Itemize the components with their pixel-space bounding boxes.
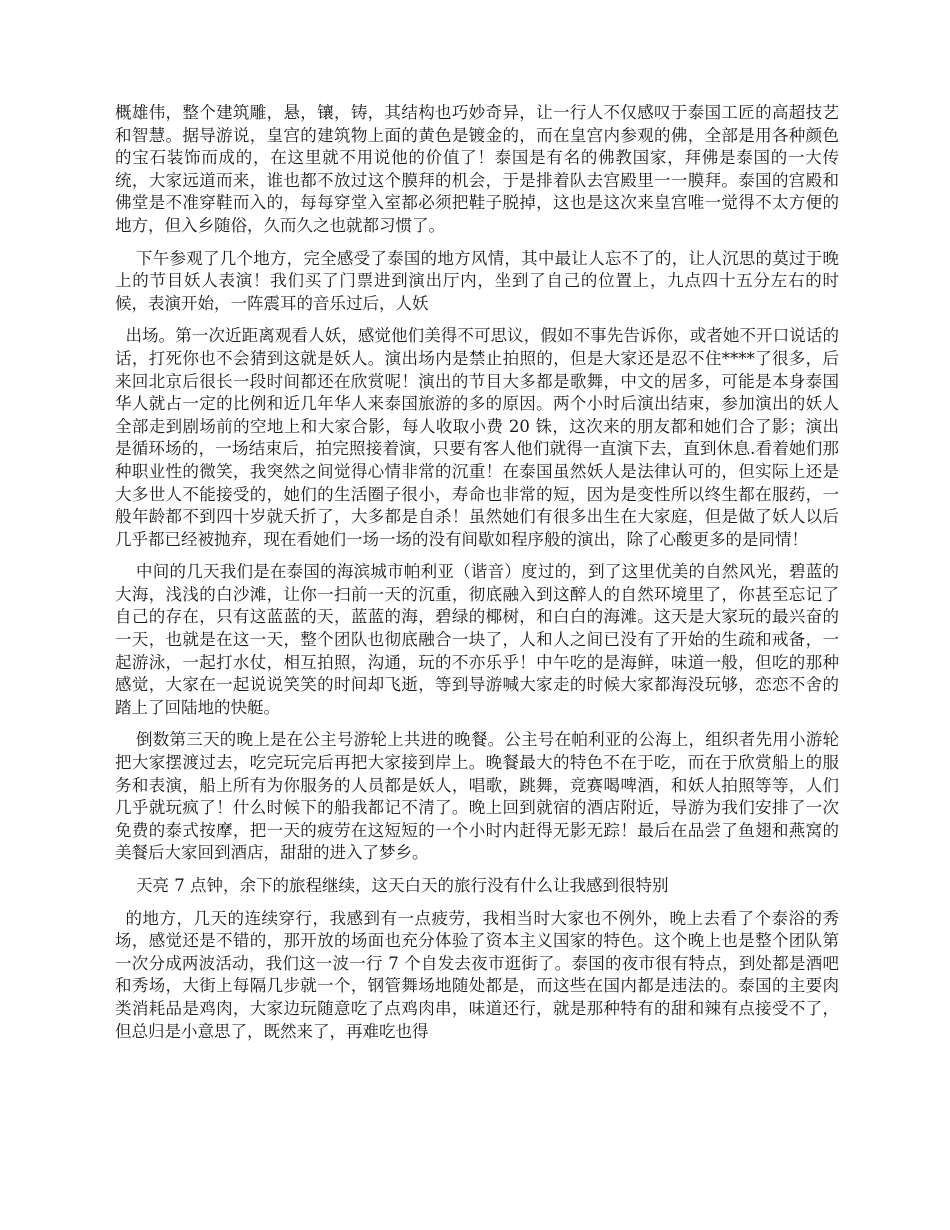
paragraph-palace: 概雄伟，整个建筑雕，悬，镶，铸，其结构也巧妙奇异，让一行人不仅感叹于泰国工匠的高超技艺和智慧。据导游说，皇宫的建筑物上面的黄色是镀金的，而在皇宫内参观的佛，全部是用各种颜色的宝石装饰而成的，在这里就不用说他的价值了！泰国是有名的佛教国家，拜佛是泰国的一大传统，大家远道而来，谁也都不放过这个膜拜的机会，于是排着队去宫殿里一一膜拜。泰国的宫殿和佛堂是不准穿鞋而入的，每每穿堂入室都必须把鞋子脱掉，这也是这次来皇宫唯一觉得不太方便的地方，但入乡随俗，久而久之也就都习惯了。	[115, 103, 839, 235]
paragraph-afternoon-show: 下午参观了几个地方，完全感受了泰国的地方风情，其中最让人忘不了的，让人沉思的莫过于晚上的节目妖人表演！我们买了门票进到演出厅内，坐到了自己的位置上，九点四十五分左右的时候，表演开始，一阵震耳的音乐过后，人妖	[115, 248, 839, 313]
paragraph-night-market: 的地方，几天的连续穿行，我感到有一点疲劳，我相当时大家也不例外，晚上去看了个泰浴的秀场，感觉还是不错的，那开放的场面也充分体验了资本主义国家的特色。这个晚上也是整个团队第一次分成两波活动，我们这一波一行 7 个自发去夜市逛街了。泰国的夜市很有特点，到处都是酒吧和秀场，大街上每隔几步就一个，钢管舞场地随处都是，而这些在国内都是违法的。泰国的主要肉类消耗品是鸡肉，大家边玩随意吃了点鸡肉串，味道还行，就是那种特有的甜和辣有点接受不了，但总归是小意思了，既然来了，再难吃也得	[115, 908, 839, 1041]
paragraph-next-morning: 天亮 7 点钟，余下的旅程继续，这天白天的旅行没有什么让我感到很特别	[135, 876, 669, 895]
paragraph-beach-city: 中间的几天我们是在泰国的海滨城市帕利亚（谐音）度过的，到了这里优美的自然风光，碧蓝的大海，浅浅的白沙滩，让你一扫前一天的沉重，彻底融入到这醉人的自然环境里了，你甚至忘记了自己的存在，只有这蓝蓝的天，蓝蓝的海，碧绿的椰树，和白白的海滩。这天是大家玩的最兴奋的一天，也就是在这一天，整个团队也彻底融合一块了，人和人之间已没有了开始的生疏和戒备，一起游泳，一起打水仗，相互拍照，沟通，玩的不亦乐乎！中午吃的是海鲜，味道一般，但吃的那种感觉，大家在一起说说笑笑的时间却飞逝，等到导游喊大家走的时候大家都海没玩够，恋恋不舍的踏上了回陆地的快艇。	[115, 562, 839, 717]
paragraph-princess-cruise: 倒数第三天的晚上是在公主号游轮上共进的晚餐。公主号在帕利亚的公海上，组织者先用小游轮把大家摆渡过去，吃完玩完后再把大家接到岸上。晚餐最大的特色不在于吃，而在于欣赏船上的服务和表演，船上所有为你服务的人员都是妖人，唱歌，跳舞，竞赛喝啤酒，和妖人拍照等等，人们几乎就玩疯了！什么时候下的船我都记不清了。晚上回到就宿的酒店附近，导游为我们安排了一次免费的泰式按摩，把一天的疲劳在这短短的一个小时内赶得无影无踪！最后在品尝了鱼翅和燕窝的美餐后大家回到酒店，甜甜的进入了梦乡。	[115, 730, 839, 863]
paragraph-show-details: 出场。第一次近距离观看人妖，感觉他们美得不可思议，假如不事先告诉你，或者她不开口说话的话，打死你也不会猜到这就是妖人。演出场内是禁止拍照的，但是大家还是忍不住****了很多，后来回北京后很长一段时间都还在欣赏呢！演出的节目大多都是歌舞，中文的居多，可能是本身泰国华人就占一定的比例和近几年华人来泰国旅游的多的原因。两个小时后演出结束，参加演出的妖人全部走到剧场前的空地上和大家合影，每人收取小费 20 铢，这次来的朋友都和她们合了影；演出是循环场的，一场结束后，拍完照接着演，只要有客人他们就得一直演下去，直到休息.看着她们那种职业性的微笑，我突然之间觉得心情非常的沉重！在泰国虽然妖人是法律认可的，但实际上还是大多世人不能接受的，她们的生活圈子很小，寿命也非常的短，因为是变性所以终生都在服药，一般年龄都不到四十岁就夭折了，大多都是自杀！虽然她们有很多出生在大家庭，但是做了妖人以后几乎都已经被抛弃，现在看她们一场一场的没有间歇如程序般的演出，除了心酸更多的是同情！	[115, 326, 839, 549]
document-body	[115, 102, 839, 1053]
